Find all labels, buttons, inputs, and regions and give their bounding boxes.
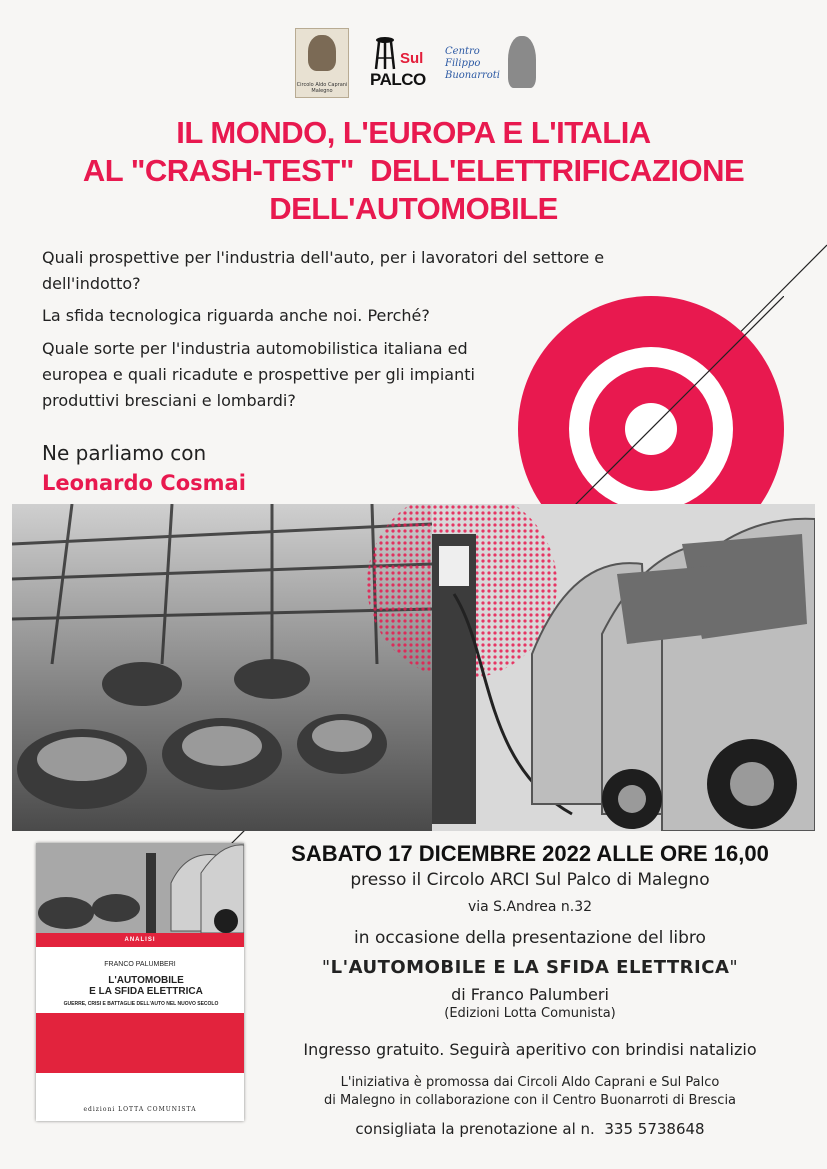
question-challenge: La sfida tecnologica riguarda anche noi. Perché?: [42, 306, 430, 325]
question-italian-industry: Quale sorte per l'industria automobilistica italiana ed europea e quali ricadute e prospettive per gli impianti produttivi bresciani e lombardi?: [42, 339, 475, 410]
title-line-3: DELL'AUTOMOBILE: [269, 191, 558, 226]
booking-phone: 335 5738648: [604, 1120, 705, 1138]
buonarroti-label: Centro Filippo Buonarroti: [445, 46, 501, 81]
event-entry-info: Ingresso gratuito. Seguirà aperitivo con brindisi natalizio: [303, 1040, 757, 1059]
event-address: via S.Andrea n.32: [467, 899, 593, 915]
event-book-title: [250, 957, 810, 978]
close-quote: ": [729, 957, 739, 978]
event-venue: presso il Circolo ARCI Sul Palco di Malegno: [350, 870, 710, 890]
title-line-2: AL "CRASH-TEST" DELL'ELETTRIFICAZIONE: [82, 153, 745, 188]
book-cover-band: ANALISI: [36, 933, 244, 947]
event-book-publisher: (Edizioni Lotta Comunista): [444, 1006, 616, 1021]
question-industry: Quali prospettive per l'industria dell'auto, per i lavoratori del settore e dell'indotto?: [42, 248, 605, 293]
book-cover-author: FRANCO PALUMBERI: [104, 961, 176, 968]
book-cover: [36, 843, 244, 1121]
caprani-caption: Circolo Aldo Caprani Malegno: [296, 82, 348, 94]
factory-and-charging-photo: [12, 504, 815, 831]
book-cover-photo: [36, 843, 244, 933]
open-quote: ": [321, 957, 331, 978]
booking-line: [250, 1120, 810, 1138]
sul-label: Sul: [400, 50, 424, 67]
book-cover-publisher: edizioni LOTTA COMUNISTA: [83, 1106, 197, 1113]
event-occasion: in occasione della presentazione del libro: [354, 928, 706, 948]
book-cover-red-bar: [36, 1013, 244, 1073]
book-cover-title: L'AUTOMOBILE E LA SFIDA ELETTRICA: [89, 975, 203, 997]
event-promoters: L'iniziativa è promossa dai Circoli Aldo Caprani e Sul Palco di Malegno in collaborazione con il Centro Buonarroti di Brescia: [323, 1075, 737, 1108]
booking-text: consigliata la prenotazione al n.: [355, 1120, 595, 1138]
book-title-text: L'AUTOMOBILE E LA SFIDA ELETTRICA: [330, 957, 730, 978]
title-line-1: IL MONDO, L'EUROPA E L'ITALIA: [176, 115, 651, 150]
palco-label: PALCO: [370, 70, 426, 89]
intro-text: Ne parliamo con: [42, 441, 207, 465]
event-datetime: SABATO 17 DICEMBRE 2022 ALLE ORE 16,00: [291, 841, 769, 866]
speaker-name: Leonardo Cosmai: [42, 471, 246, 495]
event-book-author: di Franco Palumberi: [451, 985, 609, 1004]
book-cover-subtitle: GUERRE, CRISI E BATTAGLIE DELL'AUTO NEL NUOVO SECOLO: [63, 1001, 219, 1007]
